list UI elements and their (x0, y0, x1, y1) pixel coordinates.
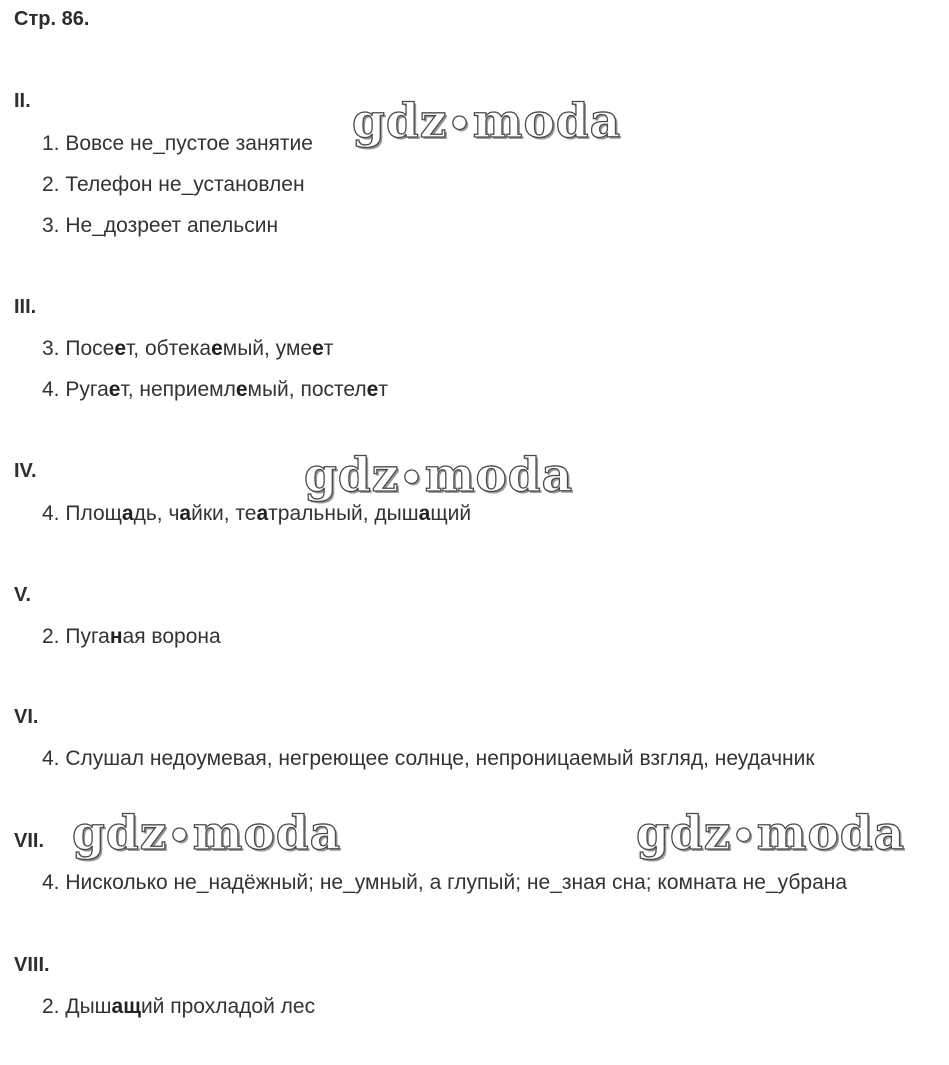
answer-item (42, 132, 313, 156)
answer-text: дь, ч (133, 502, 180, 525)
highlighted-letter: е (312, 337, 324, 360)
answer-text: Посе (65, 337, 115, 360)
item-number: 4. (42, 502, 66, 525)
item-number: 1. (42, 132, 66, 155)
answer-item (42, 214, 278, 238)
item-number: 4. (42, 378, 66, 401)
answer-text: щий (430, 502, 472, 525)
answer-text: т (323, 337, 334, 360)
item-number: 2. (42, 173, 66, 196)
highlighted-letter: е (114, 337, 126, 360)
item-number: 2. (42, 625, 66, 648)
answer-text: Пуга (65, 625, 110, 648)
highlighted-letter: а (179, 502, 192, 525)
answer-text: Телефон не_установлен (65, 173, 305, 196)
item-number: 2. (42, 995, 66, 1018)
answer-text: ий прохладой лес (140, 995, 316, 1018)
section-label: II. (14, 90, 31, 112)
answer-item (42, 337, 333, 361)
watermark-logo: gdz•moda (352, 94, 622, 149)
answer-text: мый, уме (222, 337, 313, 360)
highlighted-letter: н (109, 625, 123, 648)
answer-text: Руга (65, 378, 109, 401)
answer-text: т (378, 378, 388, 401)
answer-text: Нисколько не_надёжный; не_умный, а глупый; не_зная сна; комната не_убрана (65, 871, 848, 894)
section-label: VI. (14, 706, 39, 728)
section-label: VII. (14, 830, 45, 852)
watermark-logo: gdz•moda (636, 806, 906, 861)
answer-text: Не_дозреет апельсин (65, 214, 279, 237)
highlighted-letter: е (366, 378, 379, 401)
answer-text: тральный, дыш (268, 502, 419, 525)
item-number: 3. (42, 214, 66, 237)
answer-item (42, 378, 388, 402)
answer-text: т, неприемл (120, 378, 236, 401)
highlighted-letter: е (211, 337, 223, 360)
highlighted-letter: а (121, 502, 134, 525)
item-number: 3. (42, 337, 66, 360)
highlighted-letter: е (108, 378, 121, 401)
answer-text: йки, те (191, 502, 257, 525)
highlighted-letter: ащ (111, 995, 141, 1018)
answer-item (42, 502, 471, 526)
answer-item (42, 995, 315, 1019)
watermark-logo: gdz•moda (304, 448, 574, 503)
answer-text: Вовсе не_пустое занятие (65, 132, 313, 155)
highlighted-letter: а (256, 502, 269, 525)
item-number: 4. (42, 747, 66, 770)
answer-item (42, 173, 305, 197)
highlighted-letter: е (235, 378, 248, 401)
answer-text: Дыш (65, 995, 112, 1018)
answer-text: мый, постел (247, 378, 367, 401)
highlighted-letter: а (418, 502, 431, 525)
answer-text: Площ (65, 502, 122, 525)
answer-item (42, 871, 847, 895)
answer-item (42, 747, 815, 771)
answer-item (42, 625, 221, 649)
section-label: V. (14, 584, 32, 606)
section-label: VIII. (14, 954, 50, 976)
item-number: 4. (42, 871, 66, 894)
watermark-logo: gdz•moda (72, 806, 342, 861)
answer-text: Слушал недоумевая, негреющее солнце, непроницаемый взгляд, неудачник (65, 747, 815, 770)
section-label: IV. (14, 460, 37, 482)
answer-text: ая ворона (122, 625, 221, 648)
answer-text: т, обтека (126, 337, 212, 360)
section-label: III. (14, 296, 37, 318)
page-title: Стр. 86. (14, 8, 90, 30)
